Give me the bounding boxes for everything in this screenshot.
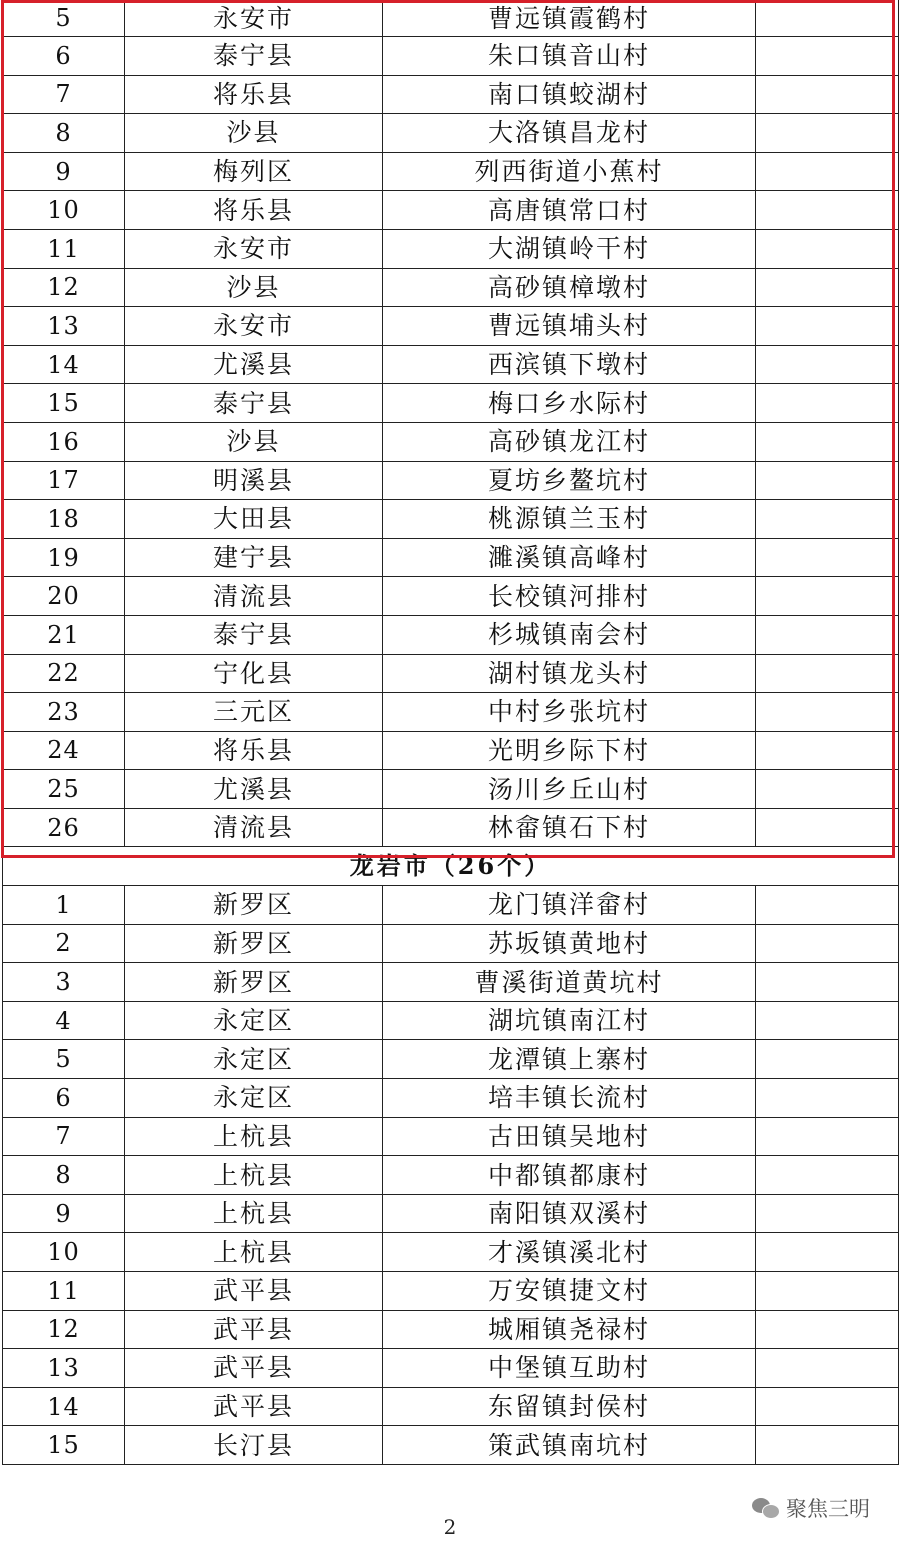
village-cell: 苏坂镇黄地村 <box>383 924 756 963</box>
row-number: 13 <box>3 1349 125 1388</box>
village-cell: 长校镇河排村 <box>383 577 756 616</box>
row-number: 20 <box>3 577 125 616</box>
table-row <box>3 1272 899 1311</box>
row-number: 14 <box>3 1387 125 1426</box>
county-cell: 将乐县 <box>125 731 383 770</box>
remark-cell <box>756 654 899 693</box>
village-cell: 城厢镇尧禄村 <box>383 1310 756 1349</box>
village-cell: 南口镇蛟湖村 <box>383 75 756 114</box>
row-number: 22 <box>3 654 125 693</box>
row-number: 15 <box>3 1426 125 1465</box>
table-row <box>3 345 899 384</box>
village-cell: 策武镇南坑村 <box>383 1426 756 1465</box>
remark-cell <box>756 1387 899 1426</box>
remark-cell <box>756 538 899 577</box>
county-cell: 三元区 <box>125 693 383 732</box>
village-cell: 曹远镇霞鹤村 <box>383 0 756 37</box>
county-cell: 上杭县 <box>125 1156 383 1195</box>
village-cell: 大洛镇昌龙村 <box>383 114 756 153</box>
county-cell: 泰宁县 <box>125 37 383 76</box>
row-number: 10 <box>3 1233 125 1272</box>
village-cell: 杉城镇南会村 <box>383 615 756 654</box>
county-cell: 将乐县 <box>125 75 383 114</box>
county-cell: 永安市 <box>125 0 383 37</box>
table-row <box>3 1079 899 1118</box>
row-number: 25 <box>3 770 125 809</box>
row-number: 9 <box>3 1194 125 1233</box>
row-number: 1 <box>3 886 125 925</box>
row-number: 21 <box>3 615 125 654</box>
remark-cell <box>756 615 899 654</box>
remark-cell <box>756 1079 899 1118</box>
table-row <box>3 963 899 1002</box>
village-cell: 万安镇捷文村 <box>383 1272 756 1311</box>
row-number: 14 <box>3 345 125 384</box>
remark-cell <box>756 345 899 384</box>
page-number: 2 <box>443 1515 457 1539</box>
county-cell: 明溪县 <box>125 461 383 500</box>
village-cell: 高砂镇龙江村 <box>383 422 756 461</box>
remark-cell <box>756 1117 899 1156</box>
county-cell: 永定区 <box>125 1040 383 1079</box>
remark-cell <box>756 1233 899 1272</box>
remark-cell <box>756 1349 899 1388</box>
table-row <box>3 191 899 230</box>
county-cell: 永定区 <box>125 1079 383 1118</box>
county-cell: 清流县 <box>125 808 383 847</box>
table-row <box>3 1040 899 1079</box>
county-cell: 武平县 <box>125 1310 383 1349</box>
village-cell: 南阳镇双溪村 <box>383 1194 756 1233</box>
village-cell: 湖坑镇南江村 <box>383 1001 756 1040</box>
remark-cell <box>756 1310 899 1349</box>
village-cell: 西滨镇下墩村 <box>383 345 756 384</box>
county-cell: 宁化县 <box>125 654 383 693</box>
village-cell: 东留镇封侯村 <box>383 1387 756 1426</box>
remark-cell <box>756 1194 899 1233</box>
remark-cell <box>756 422 899 461</box>
county-cell: 沙县 <box>125 268 383 307</box>
remark-cell <box>756 268 899 307</box>
table-row <box>3 1426 899 1465</box>
row-number: 8 <box>3 1156 125 1195</box>
row-number: 26 <box>3 808 125 847</box>
county-cell: 上杭县 <box>125 1233 383 1272</box>
remark-cell <box>756 886 899 925</box>
row-number: 18 <box>3 500 125 539</box>
table-row <box>3 1310 899 1349</box>
remark-cell <box>756 37 899 76</box>
table-row <box>3 615 899 654</box>
village-cell: 龙潭镇上寨村 <box>383 1040 756 1079</box>
row-number: 24 <box>3 731 125 770</box>
row-number: 5 <box>3 1040 125 1079</box>
table-row <box>3 268 899 307</box>
table-row <box>3 924 899 963</box>
county-cell: 长汀县 <box>125 1426 383 1465</box>
county-cell: 上杭县 <box>125 1117 383 1156</box>
table-row <box>3 0 899 37</box>
table-row <box>3 384 899 423</box>
village-cell: 曹溪街道黄坑村 <box>383 963 756 1002</box>
county-cell: 梅列区 <box>125 152 383 191</box>
county-cell: 尤溪县 <box>125 770 383 809</box>
county-cell: 泰宁县 <box>125 384 383 423</box>
table-row <box>3 307 899 346</box>
table-row <box>3 422 899 461</box>
remark-cell <box>756 577 899 616</box>
remark-cell <box>756 808 899 847</box>
table-row <box>3 1194 899 1233</box>
county-cell: 永定区 <box>125 1001 383 1040</box>
section-heading: 龙岩市（26个） <box>3 847 899 886</box>
table-body-bottom <box>3 886 899 1465</box>
county-cell: 沙县 <box>125 422 383 461</box>
section-heading-row <box>3 847 899 886</box>
village-cell: 梅口乡水际村 <box>383 384 756 423</box>
county-cell: 建宁县 <box>125 538 383 577</box>
remark-cell <box>756 924 899 963</box>
village-cell: 龙门镇洋畲村 <box>383 886 756 925</box>
county-cell: 新罗区 <box>125 963 383 1002</box>
table-row <box>3 1001 899 1040</box>
table-row <box>3 75 899 114</box>
village-cell: 中村乡张坑村 <box>383 693 756 732</box>
watermark-text: 聚焦三明 <box>786 1497 870 1521</box>
row-number: 13 <box>3 307 125 346</box>
village-cell: 朱口镇音山村 <box>383 37 756 76</box>
remark-cell <box>756 229 899 268</box>
remark-cell <box>756 1156 899 1195</box>
county-cell: 武平县 <box>125 1272 383 1311</box>
table-row <box>3 461 899 500</box>
village-cell: 高唐镇常口村 <box>383 191 756 230</box>
row-number: 8 <box>3 114 125 153</box>
remark-cell <box>756 0 899 37</box>
table-row <box>3 1233 899 1272</box>
table-row <box>3 808 899 847</box>
village-cell: 汤川乡丘山村 <box>383 770 756 809</box>
table-row <box>3 229 899 268</box>
table-row <box>3 1387 899 1426</box>
remark-cell <box>756 307 899 346</box>
village-list-table <box>2 0 899 1465</box>
county-cell: 上杭县 <box>125 1194 383 1233</box>
row-number: 7 <box>3 75 125 114</box>
county-cell: 泰宁县 <box>125 615 383 654</box>
table-row <box>3 114 899 153</box>
remark-cell <box>756 152 899 191</box>
row-number: 23 <box>3 693 125 732</box>
remark-cell <box>756 500 899 539</box>
village-cell: 曹远镇埔头村 <box>383 307 756 346</box>
county-cell: 武平县 <box>125 1349 383 1388</box>
table-body-top <box>3 0 899 847</box>
village-cell: 列西街道小蕉村 <box>383 152 756 191</box>
village-cell: 湖村镇龙头村 <box>383 654 756 693</box>
row-number: 11 <box>3 1272 125 1311</box>
table-row <box>3 37 899 76</box>
remark-cell <box>756 731 899 770</box>
table-row <box>3 693 899 732</box>
village-cell: 林畲镇石下村 <box>383 808 756 847</box>
row-number: 16 <box>3 422 125 461</box>
row-number: 15 <box>3 384 125 423</box>
remark-cell <box>756 114 899 153</box>
remark-cell <box>756 1272 899 1311</box>
row-number: 3 <box>3 963 125 1002</box>
row-number: 9 <box>3 152 125 191</box>
table-row <box>3 1117 899 1156</box>
table-row <box>3 886 899 925</box>
table-row <box>3 731 899 770</box>
row-number: 17 <box>3 461 125 500</box>
row-number: 6 <box>3 1079 125 1118</box>
row-number: 5 <box>3 0 125 37</box>
county-cell: 新罗区 <box>125 886 383 925</box>
table-row <box>3 1349 899 1388</box>
county-cell: 永安市 <box>125 307 383 346</box>
remark-cell <box>756 461 899 500</box>
row-number: 2 <box>3 924 125 963</box>
row-number: 4 <box>3 1001 125 1040</box>
table-row <box>3 152 899 191</box>
county-cell: 将乐县 <box>125 191 383 230</box>
county-cell: 尤溪县 <box>125 345 383 384</box>
section-heading-row-group <box>3 847 899 886</box>
county-cell: 沙县 <box>125 114 383 153</box>
table-row <box>3 577 899 616</box>
county-cell: 武平县 <box>125 1387 383 1426</box>
remark-cell <box>756 384 899 423</box>
remark-cell <box>756 191 899 230</box>
table-row <box>3 538 899 577</box>
table-row <box>3 1156 899 1195</box>
village-cell: 高砂镇樟墩村 <box>383 268 756 307</box>
row-number: 7 <box>3 1117 125 1156</box>
table-row <box>3 654 899 693</box>
row-number: 12 <box>3 1310 125 1349</box>
village-cell: 桃源镇兰玉村 <box>383 500 756 539</box>
table-row <box>3 770 899 809</box>
row-number: 6 <box>3 37 125 76</box>
county-cell: 永安市 <box>125 229 383 268</box>
row-number: 19 <box>3 538 125 577</box>
village-cell: 中堡镇互助村 <box>383 1349 756 1388</box>
remark-cell <box>756 1426 899 1465</box>
village-cell: 培丰镇长流村 <box>383 1079 756 1118</box>
row-number: 10 <box>3 191 125 230</box>
row-number: 12 <box>3 268 125 307</box>
remark-cell <box>756 75 899 114</box>
village-cell: 才溪镇溪北村 <box>383 1233 756 1272</box>
table-row <box>3 500 899 539</box>
remark-cell <box>756 1001 899 1040</box>
county-cell: 清流县 <box>125 577 383 616</box>
remark-cell <box>756 963 899 1002</box>
village-cell: 光明乡际下村 <box>383 731 756 770</box>
county-cell: 新罗区 <box>125 924 383 963</box>
remark-cell <box>756 770 899 809</box>
village-cell: 濉溪镇高峰村 <box>383 538 756 577</box>
village-cell: 大湖镇岭干村 <box>383 229 756 268</box>
village-cell: 古田镇吴地村 <box>383 1117 756 1156</box>
row-number: 11 <box>3 229 125 268</box>
village-cell: 中都镇都康村 <box>383 1156 756 1195</box>
remark-cell <box>756 1040 899 1079</box>
remark-cell <box>756 693 899 732</box>
village-cell: 夏坊乡鳌坑村 <box>383 461 756 500</box>
county-cell: 大田县 <box>125 500 383 539</box>
